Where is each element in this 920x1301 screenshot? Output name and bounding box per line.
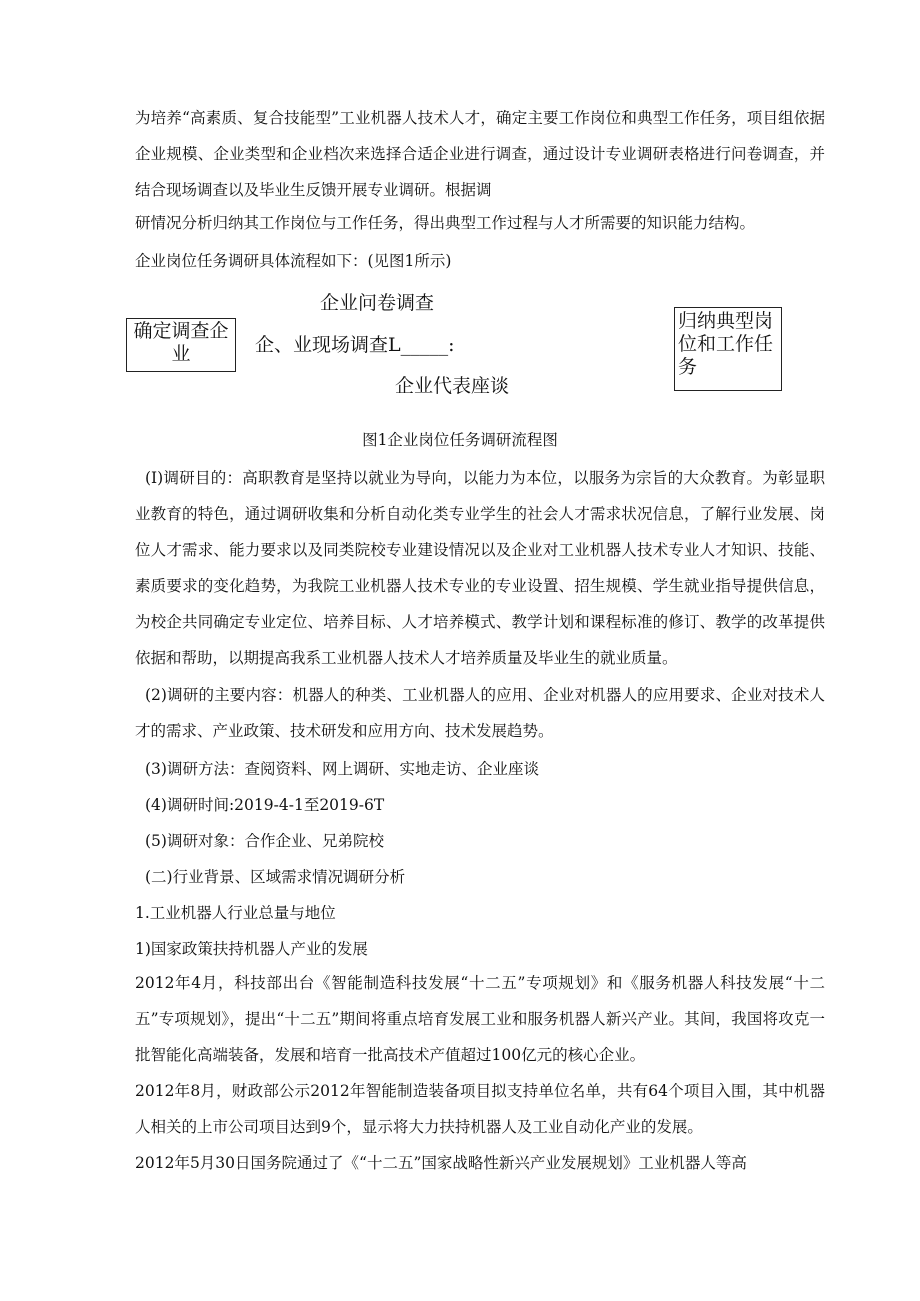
paragraph-2012-may: 2012年5月30日国务院通过了《“十二五”国家战略性新兴产业发展规划》工业机器人等高 — [135, 1154, 747, 1172]
paragraph-2012-august: 2012年8月，财政部公示2012年智能制造装备项目拟支持单位名单，共有64个项目入围，其中机器人相关的上市公司项目达到9个，显示将大力扶持机器人及工业自动化产业的发展。 — [135, 1082, 825, 1136]
heading-industry-background: (二)行业背景、区域需求情况调研分析 — [145, 868, 406, 886]
flow-step-site-survey: 企、业现场调查L_____: — [255, 334, 455, 356]
heading-industry-total: 1.工业机器人行业总量与地位 — [135, 904, 336, 922]
section-research-time: (4)调研时间:2019-4-1至2019-6T — [145, 796, 385, 814]
figure-caption: 图1企业岗位任务调研流程图 — [362, 431, 558, 449]
section-research-object: (5)调研对象：合作企业、兄弟院校 — [145, 832, 384, 850]
flow-step-symposium: 企业代表座谈 — [395, 375, 510, 397]
section-research-purpose: (I)调研目的：高职教育是坚持以就业为导向，以能力为本位，以服务为宗旨的大众教育。为彰显职业教育的特色，通过调研收集和分析自动化类专业学生的社会人才需求状况信息，了解行业发展、岗位人才需求、能力要求以及同类院校专业建设情况以及企业对工业机器人技术专业人才知识、技能、素质要求的变化趋势，为我院工业机器人技术专业的专业设置、招生规模、学生就业指导提供信息，为校企共同确定专业定位、培养目标、人才培养模式、教学计划和课程标准的修订、教学的改革提供依据和帮助，以期提高我系工业机器人技术人才培养质量及毕业生的就业质量。 — [135, 469, 825, 667]
flow-intro-line: 企业岗位任务调研具体流程如下：(见图1所示) — [135, 252, 452, 270]
section-research-method: (3)调研方法：查阅资料、网上调研、实地走访、企业座谈 — [145, 760, 539, 778]
flow-box-summarize-positions: 归纳典型岗位和工作任务 — [674, 307, 782, 391]
paragraph-2012-april: 2012年4月，科技部出台《智能制造科技发展“十二五”专项规划》和《服务机器人科技发展“十二五”专项规划》，提出“十二五”期间将重点培育发展工业和服务机器人新兴产业。其间，我国将攻克一批智能化高端装备，发展和培育一批高技术产值超过100亿元的核心企业。 — [135, 974, 825, 1064]
intro-paragraph: 为培养“高素质、复合技能型”工业机器人技术人才，确定主要工作岗位和典型工作任务，项目组依据企业规模、企业类型和企业档次来选择合适企业进行调查，通过设计专业调研表格进行问卷调查，并结合现场调查以及毕业生反馈开展专业调研。根据调 — [135, 109, 825, 199]
flow-step-questionnaire: 企业问卷调查 — [320, 292, 435, 314]
heading-national-policy: 1)国家政策扶持机器人产业的发展 — [135, 940, 368, 958]
intro-paragraph-continued: 研情况分析归纳其工作岗位与工作任务，得出典型工作过程与人才所需要的知识能力结构。 — [135, 214, 756, 232]
section-research-content: (2)调研的主要内容：机器人的种类、工业机器人的应用、企业对机器人的应用要求、企业对技术人才的需求、产业政策、技术研发和应用方向、技术发展趋势。 — [135, 686, 825, 740]
flow-box-select-enterprise: 确定调查企业 — [126, 318, 236, 372]
